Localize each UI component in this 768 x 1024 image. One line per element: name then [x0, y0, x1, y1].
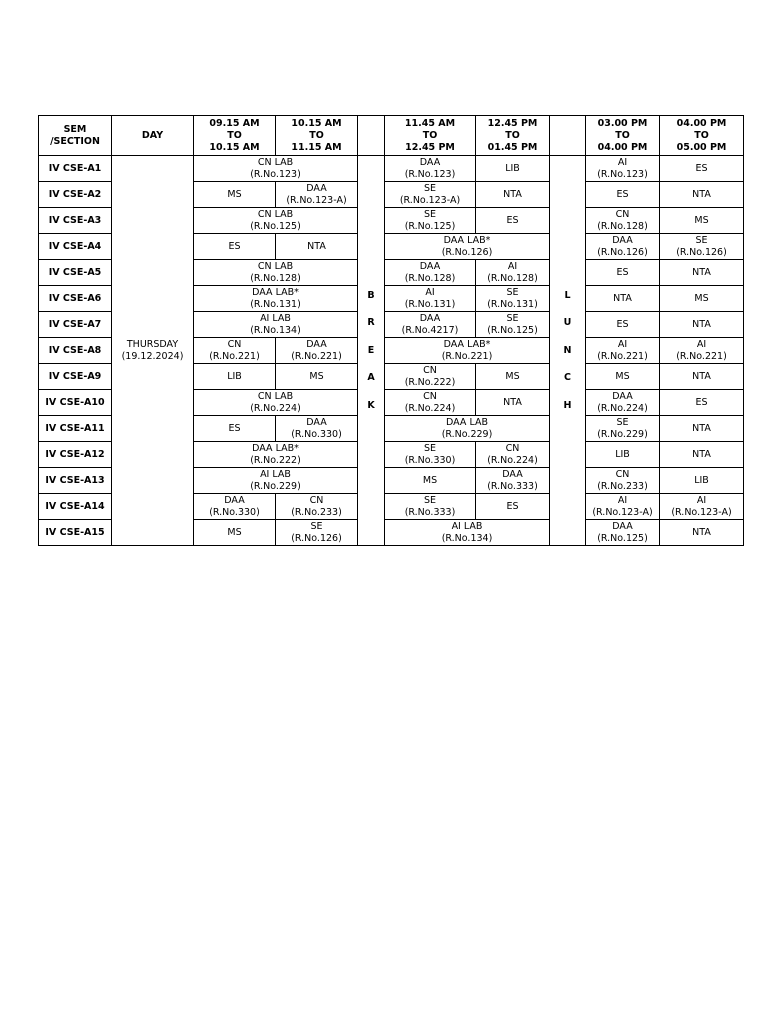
class-cell: DAA (R.No.333)	[476, 468, 550, 494]
section-cell: IV CSE-A9	[39, 364, 112, 390]
class-cell: ES	[194, 234, 276, 260]
class-cell: DAA LAB* (R.No.126)	[385, 234, 550, 260]
class-cell: AI (R.No.123-A)	[660, 494, 744, 520]
class-cell: NTA	[660, 416, 744, 442]
class-cell: AI LAB (R.No.134)	[385, 520, 550, 546]
section-label: /SECTION	[50, 135, 100, 147]
class-cell: DAA LAB* (R.No.222)	[194, 442, 358, 468]
class-cell: MS	[660, 286, 744, 312]
class-cell: ES	[476, 494, 550, 520]
day-header: DAY	[112, 116, 194, 156]
section-cell: IV CSE-A7	[39, 312, 112, 338]
class-cell: MS	[194, 520, 276, 546]
class-cell: ES	[586, 182, 660, 208]
section-cell: IV CSE-A2	[39, 182, 112, 208]
class-cell: CN (R.No.221)	[194, 338, 276, 364]
class-cell: AI (R.No.131)	[385, 286, 476, 312]
class-cell: CN LAB (R.No.128)	[194, 260, 358, 286]
slot-header-1: 09.15 AM TO 10.15 AM	[194, 116, 276, 156]
slot-header-3: 11.45 AM TO 12.45 PM	[385, 116, 476, 156]
class-cell: DAA (R.No.330)	[194, 494, 276, 520]
sem-label: SEM	[63, 123, 87, 135]
class-cell: LIB	[194, 364, 276, 390]
class-cell: DAA (R.No.126)	[586, 234, 660, 260]
class-cell: AI (R.No.123-A)	[586, 494, 660, 520]
class-cell: AI (R.No.221)	[660, 338, 744, 364]
class-cell: ES	[476, 208, 550, 234]
class-cell: ES	[586, 312, 660, 338]
class-cell: SE (R.No.123-A)	[385, 182, 476, 208]
lunch-column: L U N C H	[550, 156, 586, 546]
slot-header-6: 04.00 PM TO 05.00 PM	[660, 116, 744, 156]
class-cell: AI LAB (R.No.229)	[194, 468, 358, 494]
class-cell: DAA (R.No.123-A)	[276, 182, 358, 208]
class-cell: ES	[194, 416, 276, 442]
section-cell: IV CSE-A14	[39, 494, 112, 520]
class-cell: DAA (R.No.330)	[276, 416, 358, 442]
class-cell: CN LAB (R.No.125)	[194, 208, 358, 234]
section-cell: IV CSE-A13	[39, 468, 112, 494]
class-cell: SE (R.No.229)	[586, 416, 660, 442]
class-cell: ES	[660, 390, 744, 416]
class-cell: NTA	[586, 286, 660, 312]
day-cell: THURSDAY (19.12.2024)	[112, 156, 194, 546]
class-cell: LIB	[586, 442, 660, 468]
break-header	[358, 116, 385, 156]
class-cell: NTA	[660, 520, 744, 546]
class-cell: CN (R.No.233)	[276, 494, 358, 520]
slot-header-2: 10.15 AM TO 11.15 AM	[276, 116, 358, 156]
section-cell: IV CSE-A10	[39, 390, 112, 416]
class-cell: CN LAB (R.No.123)	[194, 156, 358, 182]
section-cell: IV CSE-A12	[39, 442, 112, 468]
section-cell: IV CSE-A15	[39, 520, 112, 546]
class-cell: SE (R.No.125)	[385, 208, 476, 234]
class-cell: CN (R.No.222)	[385, 364, 476, 390]
class-cell: DAA (R.No.221)	[276, 338, 358, 364]
class-cell: LIB	[476, 156, 550, 182]
class-cell: DAA (R.No.224)	[586, 390, 660, 416]
section-cell: IV CSE-A8	[39, 338, 112, 364]
section-cell: IV CSE-A3	[39, 208, 112, 234]
class-cell: SE (R.No.125)	[476, 312, 550, 338]
class-cell: SE (R.No.131)	[476, 286, 550, 312]
class-cell: AI (R.No.221)	[586, 338, 660, 364]
class-cell: SE (R.No.333)	[385, 494, 476, 520]
header-row	[39, 116, 744, 156]
class-cell: MS	[385, 468, 476, 494]
class-cell: DAA (R.No.4217)	[385, 312, 476, 338]
section-cell: IV CSE-A4	[39, 234, 112, 260]
slot-header-4: 12.45 PM TO 01.45 PM	[476, 116, 550, 156]
class-cell: NTA	[660, 182, 744, 208]
class-cell: NTA	[476, 182, 550, 208]
class-cell: AI (R.No.128)	[476, 260, 550, 286]
section-cell: IV CSE-A5	[39, 260, 112, 286]
class-cell: DAA LAB (R.No.229)	[385, 416, 550, 442]
class-cell: DAA (R.No.128)	[385, 260, 476, 286]
sem-section-header	[39, 116, 112, 156]
class-cell: LIB	[660, 468, 744, 494]
class-cell: NTA	[476, 390, 550, 416]
class-cell: SE (R.No.330)	[385, 442, 476, 468]
class-cell: NTA	[660, 312, 744, 338]
class-cell: DAA LAB* (R.No.221)	[385, 338, 550, 364]
break-column: B R E A K	[358, 156, 385, 546]
lunch-header	[550, 116, 586, 156]
table-row	[39, 156, 744, 182]
class-cell: NTA	[660, 260, 744, 286]
class-cell: DAA LAB* (R.No.131)	[194, 286, 358, 312]
class-cell: SE (R.No.126)	[276, 520, 358, 546]
class-cell: CN (R.No.128)	[586, 208, 660, 234]
section-cell: IV CSE-A11	[39, 416, 112, 442]
class-cell: ES	[660, 156, 744, 182]
class-cell: MS	[476, 364, 550, 390]
class-cell: SE (R.No.126)	[660, 234, 744, 260]
section-cell: IV CSE-A1	[39, 156, 112, 182]
class-cell: ES	[586, 260, 660, 286]
class-cell: NTA	[276, 234, 358, 260]
slot-header-5: 03.00 PM TO 04.00 PM	[586, 116, 660, 156]
class-cell: CN (R.No.224)	[385, 390, 476, 416]
class-cell: MS	[276, 364, 358, 390]
class-cell: CN (R.No.224)	[476, 442, 550, 468]
class-cell: NTA	[660, 364, 744, 390]
class-cell: MS	[194, 182, 276, 208]
class-cell: DAA (R.No.123)	[385, 156, 476, 182]
section-cell: IV CSE-A6	[39, 286, 112, 312]
class-cell: CN LAB (R.No.224)	[194, 390, 358, 416]
class-cell: DAA (R.No.125)	[586, 520, 660, 546]
class-cell: MS	[660, 208, 744, 234]
class-cell: CN (R.No.233)	[586, 468, 660, 494]
class-cell: NTA	[660, 442, 744, 468]
class-cell: AI (R.No.123)	[586, 156, 660, 182]
timetable	[38, 115, 744, 546]
class-cell: MS	[586, 364, 660, 390]
class-cell: AI LAB (R.No.134)	[194, 312, 358, 338]
